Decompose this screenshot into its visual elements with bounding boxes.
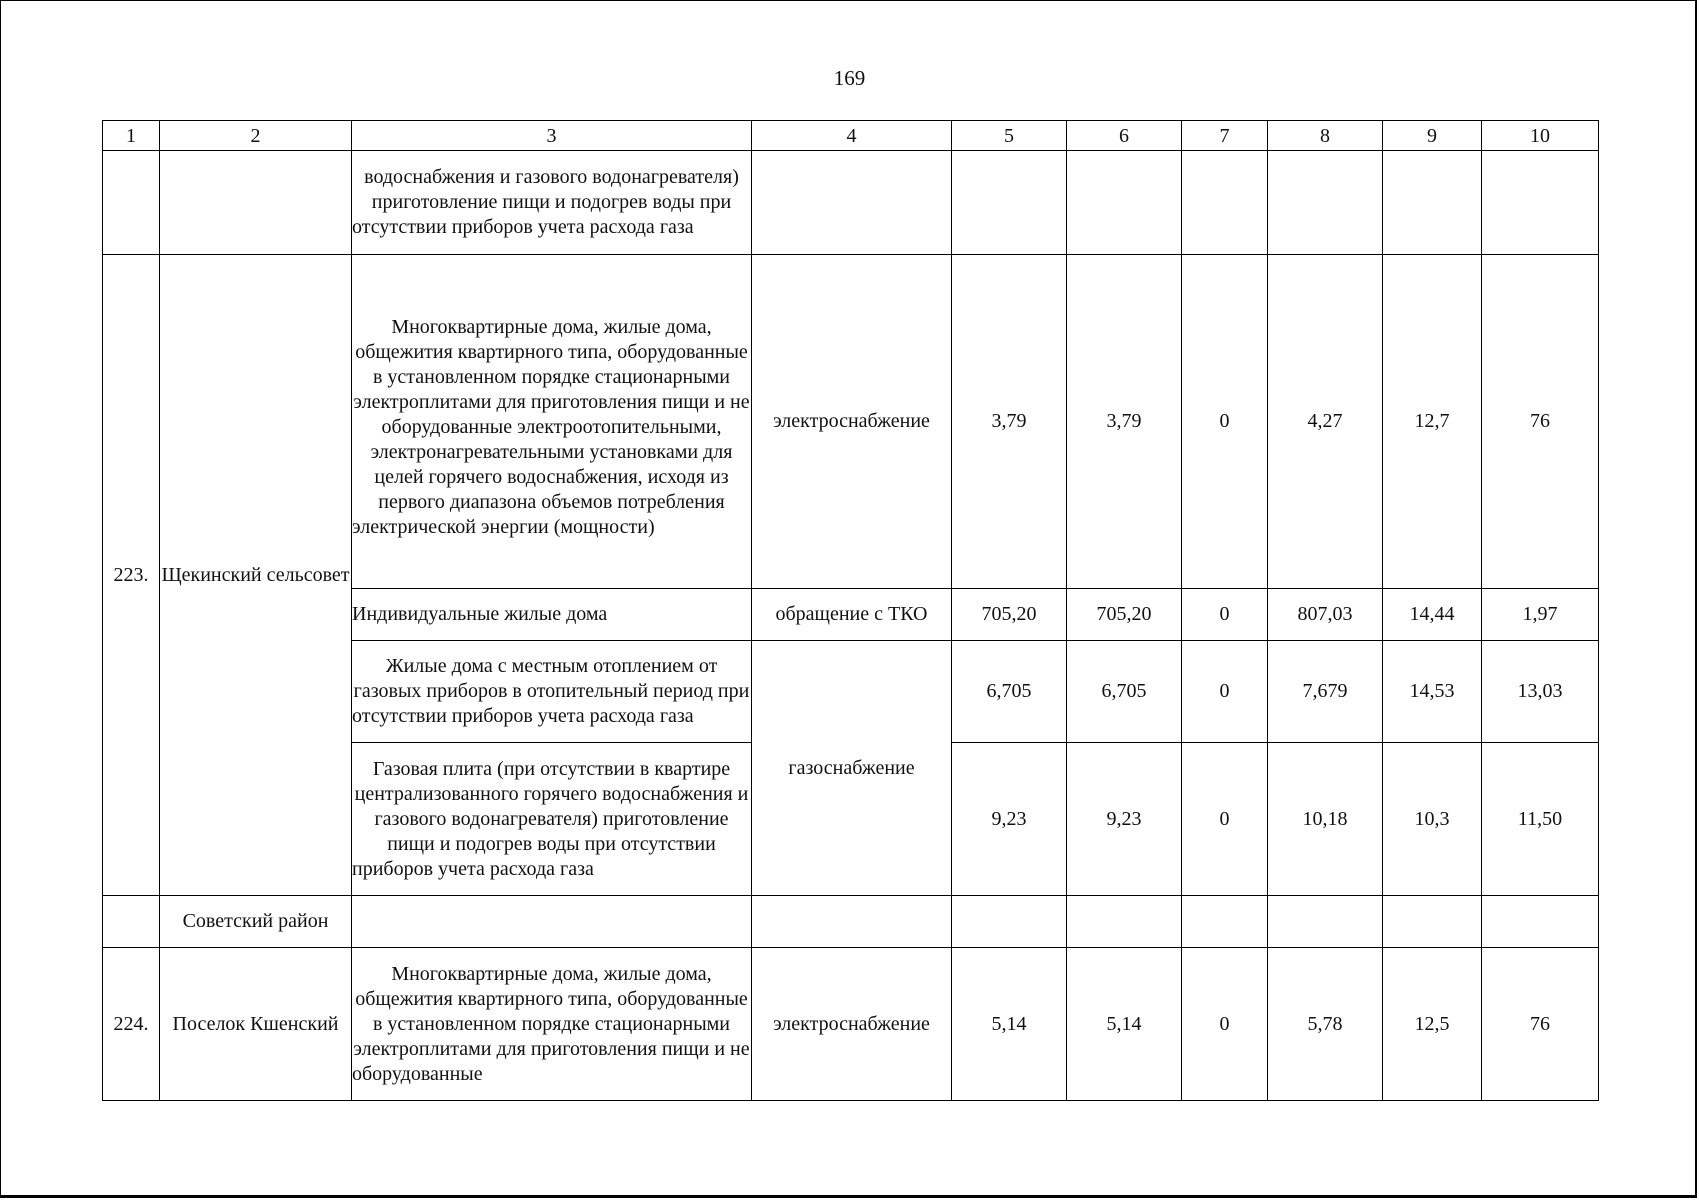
- cell-description: Газовая плита (при отсутствии в квартире централизованного горячего водоснабжения и газового водонагревателя) приготовление пищи и подогрев воды при отсутствии приборов учета расхода газа: [352, 743, 752, 896]
- cell-col9: 12,7: [1383, 255, 1482, 589]
- cell-empty: [1482, 896, 1599, 948]
- cell-service: обращение с ТКО: [752, 589, 952, 641]
- cell-col8: 10,18: [1268, 743, 1383, 896]
- cell-col7: 0: [1182, 641, 1268, 743]
- cell-col7: 0: [1182, 948, 1268, 1101]
- cell-col8: 807,03: [1268, 589, 1383, 641]
- cell-description: Жилые дома с местным отоплением от газовых приборов в отопительный период при отсутствии приборов учета расхода газа: [352, 641, 752, 743]
- cell-col6: 705,20: [1067, 589, 1182, 641]
- header-cell: 9: [1383, 121, 1482, 151]
- cell-empty: [952, 151, 1067, 255]
- table-row-district: [103, 896, 1599, 948]
- cell-col6: 6,705: [1067, 641, 1182, 743]
- cell-col7: 0: [1182, 255, 1268, 589]
- cell-col6: 9,23: [1067, 743, 1182, 896]
- header-cell: 3: [352, 121, 752, 151]
- cell-col9: 14,44: [1383, 589, 1482, 641]
- header-cell: 4: [752, 121, 952, 151]
- header-cell: 10: [1482, 121, 1599, 151]
- cell-col10: 76: [1482, 948, 1599, 1101]
- cell-number-empty: [103, 151, 160, 255]
- header-cell: 1: [103, 121, 160, 151]
- cell-description: водоснабжения и газового водонагревателя) приготовление пищи и подогрев воды при отсутствии приборов учета расхода газа: [352, 151, 752, 255]
- cell-col10: 1,97: [1482, 589, 1599, 641]
- cell-col10: 76: [1482, 255, 1599, 589]
- header-row: [103, 121, 1599, 151]
- header-cell: 6: [1067, 121, 1182, 151]
- header-cell: 7: [1182, 121, 1268, 151]
- cell-empty: [352, 896, 752, 948]
- cell-col5: 9,23: [952, 743, 1067, 896]
- cell-empty: [952, 896, 1067, 948]
- cell-col6: 5,14: [1067, 948, 1182, 1101]
- cell-empty: [1383, 151, 1482, 255]
- cell-service-empty: [752, 151, 952, 255]
- table-row-continuation: [103, 151, 1599, 255]
- cell-empty: [1383, 896, 1482, 948]
- cell-number: 223.: [103, 255, 160, 896]
- cell-empty: [1067, 896, 1182, 948]
- cell-col5: 5,14: [952, 948, 1067, 1101]
- cell-col8: 5,78: [1268, 948, 1383, 1101]
- cell-col7: 0: [1182, 743, 1268, 896]
- table-row-224: [103, 948, 1599, 1101]
- cell-col9: 14,53: [1383, 641, 1482, 743]
- cell-empty: [1182, 896, 1268, 948]
- cell-service: газоснабжение: [752, 641, 952, 896]
- cell-col9: 10,3: [1383, 743, 1482, 896]
- cell-district-name: Советский район: [160, 896, 352, 948]
- tariff-table: [102, 120, 1599, 1101]
- header-cell: 8: [1268, 121, 1383, 151]
- cell-description: Многоквартирные дома, жилые дома, общежития квартирного типа, оборудованные в установленном порядке стационарными электроплитами для приготовления пищи и не оборудованные: [352, 948, 752, 1101]
- cell-empty: [1482, 151, 1599, 255]
- cell-description: Многоквартирные дома, жилые дома, общежития квартирного типа, оборудованные в установленном порядке стационарными электроплитами для приготовления пищи и не оборудованные электроотопительными, электронагревательными установками для целей горячего водоснабжения, исходя из первого диапазона объемов потребления электрической энергии (мощности): [352, 255, 752, 589]
- cell-service: электроснабжение: [752, 255, 952, 589]
- cell-empty: [1268, 151, 1383, 255]
- cell-col10: 13,03: [1482, 641, 1599, 743]
- cell-col6: 3,79: [1067, 255, 1182, 589]
- cell-description: Индивидуальные жилые дома: [352, 589, 752, 641]
- header-cell: 5: [952, 121, 1067, 151]
- cell-col8: 7,679: [1268, 641, 1383, 743]
- cell-empty: [752, 896, 952, 948]
- cell-col8: 4,27: [1268, 255, 1383, 589]
- cell-empty: [1268, 896, 1383, 948]
- cell-name: Щекинский сельсовет: [160, 255, 352, 896]
- cell-col5: 6,705: [952, 641, 1067, 743]
- cell-empty: [1067, 151, 1182, 255]
- cell-col7: 0: [1182, 589, 1268, 641]
- cell-name: Поселок Кшенский: [160, 948, 352, 1101]
- cell-name-empty: [160, 151, 352, 255]
- cell-col5: 3,79: [952, 255, 1067, 589]
- cell-col10: 11,50: [1482, 743, 1599, 896]
- cell-service: электроснабжение: [752, 948, 952, 1101]
- cell-col9: 12,5: [1383, 948, 1482, 1101]
- header-cell: 2: [160, 121, 352, 151]
- table-row-223-electricity: [103, 255, 1599, 589]
- cell-col5: 705,20: [952, 589, 1067, 641]
- cell-number: 224.: [103, 948, 160, 1101]
- page-number: 169: [833, 66, 866, 90]
- cell-empty: [1182, 151, 1268, 255]
- cell-number-empty: [103, 896, 160, 948]
